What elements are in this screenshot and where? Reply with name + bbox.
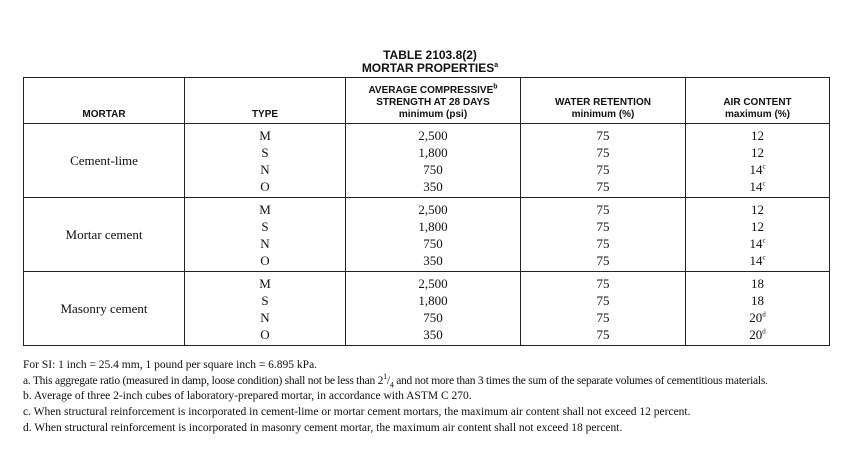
- compressive-strength-value: [346, 252, 520, 269]
- compressive-strength-text: 350: [423, 253, 443, 268]
- footnote-d: d. When structural reinforcement is incorporated in masonry cement mortar, the maximum air content shall not exceed 18 percent.: [23, 422, 623, 434]
- mortar-group-row: [24, 124, 830, 198]
- header-air: [686, 78, 830, 124]
- compressive-strength-value: [346, 235, 520, 252]
- air-content-value: [686, 292, 829, 309]
- compressive-strength-text: 350: [423, 179, 443, 194]
- mortar-type-text: M: [259, 128, 271, 143]
- air-content-text: 20: [749, 310, 763, 325]
- air-content-value: [686, 252, 829, 269]
- mortar-type-value: [185, 144, 345, 161]
- mortar-type-value: [185, 127, 345, 144]
- table-title-footnote-mark: a: [494, 62, 499, 69]
- compressive-strength-value: [346, 218, 520, 235]
- mortar-type-text: N: [260, 236, 270, 251]
- header-strength-line3: minimum (psi): [398, 109, 468, 120]
- air-content-text: 14: [749, 162, 763, 177]
- footnote-a-fraction-numerator: 1: [383, 372, 387, 382]
- water-retention-value: [521, 127, 685, 144]
- mortar-type-value: [185, 326, 345, 343]
- mortar-type-text: M: [259, 202, 271, 217]
- air-content-text: 12: [751, 128, 764, 143]
- air-content-footnote-mark: c: [762, 179, 766, 188]
- compressive-strength-text: 750: [423, 236, 443, 251]
- header-type: TYPE: [185, 78, 346, 124]
- air-content-footnote-mark: c: [762, 236, 766, 245]
- header-row: [24, 78, 830, 124]
- water-retention-text: 75: [596, 327, 610, 342]
- header-air-line1: AIR CONTENT: [723, 97, 792, 108]
- compressive-strength-text: 750: [423, 310, 443, 325]
- mortar-type-cell: [185, 124, 346, 198]
- footnote-a: a. This aggregate ratio (measured in damp, loose condition) shall not be less than $2^1/_4$ and not more than 3 times the sum of the separate volumes of cementitious materials.: [23, 372, 768, 390]
- air-content-value: [686, 326, 829, 343]
- mortar-type-value: [185, 275, 345, 292]
- compressive-strength-cell: [346, 198, 521, 272]
- mortar-type-text: S: [261, 219, 269, 234]
- header-strength-footnote-mark: b: [493, 83, 498, 91]
- footnote-b: b. Average of three 2-inch cubes of laboratory-prepared mortar, in accordance with ASTM C 270.: [23, 390, 472, 402]
- water-retention-value: [521, 235, 685, 252]
- compressive-strength-text: 1,800: [418, 219, 448, 234]
- mortar-group-row: [24, 198, 830, 272]
- air-content-value: [686, 161, 829, 178]
- water-retention-value: [521, 275, 685, 292]
- mortar-type-text: O: [260, 179, 270, 194]
- air-content-cell: [686, 198, 830, 272]
- water-retention-text: 75: [596, 253, 610, 268]
- compressive-strength-cell: [346, 124, 521, 198]
- compressive-strength-text: 2,500: [418, 276, 448, 291]
- air-content-cell: [686, 272, 830, 346]
- mortar-properties-table: [23, 77, 830, 346]
- air-content-text: 20: [749, 327, 763, 342]
- compressive-strength-value: [346, 201, 520, 218]
- header-strength: [346, 78, 521, 124]
- mortar-name: Cement-lime: [24, 124, 185, 198]
- mortar-type-value: [185, 218, 345, 235]
- mortar-type-text: N: [260, 310, 270, 325]
- water-retention-value: [521, 309, 685, 326]
- compressive-strength-value: [346, 144, 520, 161]
- water-retention-text: 75: [596, 145, 610, 160]
- compressive-strength-text: 2,500: [418, 128, 448, 143]
- air-content-text: 18: [751, 276, 764, 291]
- air-content-value: [686, 144, 829, 161]
- compressive-strength-value: [346, 326, 520, 343]
- compressive-strength-cell: [346, 272, 521, 346]
- air-content-value: [686, 201, 829, 218]
- mortar-type-text: O: [260, 253, 270, 268]
- air-content-footnote-mark: d: [762, 327, 766, 336]
- water-retention-text: 75: [596, 310, 610, 325]
- water-retention-value: [521, 218, 685, 235]
- mortar-type-cell: [185, 198, 346, 272]
- water-retention-value: [521, 326, 685, 343]
- air-content-cell: [686, 124, 830, 198]
- water-retention-text: 75: [596, 293, 610, 308]
- compressive-strength-text: 350: [423, 327, 443, 342]
- air-content-text: 12: [751, 219, 764, 234]
- air-content-text: 12: [751, 145, 764, 160]
- water-retention-text: 75: [596, 179, 610, 194]
- water-retention-cell: [521, 272, 686, 346]
- header-strength-line1: AVERAGE COMPRESSIVE: [368, 85, 494, 96]
- header-water-line2: minimum (%): [571, 109, 635, 120]
- mortar-type-cell: [185, 272, 346, 346]
- header-strength-line2: STRENGTH AT 28 DAYS: [376, 97, 490, 108]
- header-water: [521, 78, 686, 124]
- footnote-a-text-start: a. This aggregate ratio (measured in damp, loose condition) shall not be less than 2: [23, 375, 384, 387]
- footnote-c: c. When structural reinforcement is incorporated in cement-lime or mortar cement mortars, the maximum air content shall not exceed 12 percent.: [23, 406, 691, 418]
- water-retention-text: 75: [596, 276, 610, 291]
- mortar-type-value: [185, 201, 345, 218]
- air-content-value: [686, 309, 829, 326]
- mortar-type-value: [185, 292, 345, 309]
- mortar-type-value: [185, 309, 345, 326]
- air-content-value: [686, 235, 829, 252]
- air-content-footnote-mark: c: [762, 162, 766, 171]
- footnote-a-fraction-denominator: 4: [389, 380, 394, 390]
- water-retention-cell: [521, 124, 686, 198]
- air-content-value: [686, 218, 829, 235]
- water-retention-text: 75: [596, 162, 610, 177]
- water-retention-text: 75: [596, 236, 610, 251]
- water-retention-cell: [521, 198, 686, 272]
- header-air-line2: maximum (%): [724, 109, 790, 120]
- mortar-type-text: S: [261, 293, 269, 308]
- mortar-type-value: [185, 252, 345, 269]
- air-content-value: [686, 127, 829, 144]
- table-title-text: MORTAR PROPERTIES: [361, 61, 495, 75]
- mortar-type-value: [185, 235, 345, 252]
- table-number: TABLE 2103.8(2): [383, 48, 477, 62]
- compressive-strength-text: 750: [423, 162, 443, 177]
- water-retention-text: 75: [596, 202, 610, 217]
- mortar-type-value: [185, 178, 345, 195]
- compressive-strength-value: [346, 275, 520, 292]
- water-retention-value: [521, 201, 685, 218]
- water-retention-text: 75: [596, 128, 610, 143]
- compressive-strength-text: 1,800: [418, 145, 448, 160]
- air-content-text: 14: [749, 179, 763, 194]
- mortar-group-row: [24, 272, 830, 346]
- footnote-a-text-end: and not more than 3 times the sum of the separate volumes of cementitious materials.: [393, 375, 768, 387]
- compressive-strength-value: [346, 161, 520, 178]
- mortar-type-text: M: [259, 276, 271, 291]
- air-content-value: [686, 178, 829, 195]
- water-retention-text: 75: [596, 219, 610, 234]
- water-retention-value: [521, 178, 685, 195]
- air-content-value: [686, 275, 829, 292]
- header-mortar: MORTAR: [24, 78, 185, 124]
- mortar-name: Mortar cement: [24, 198, 185, 272]
- mortar-type-value: [185, 161, 345, 178]
- header-water-line1: WATER RETENTION: [555, 97, 651, 108]
- water-retention-value: [521, 292, 685, 309]
- water-retention-value: [521, 144, 685, 161]
- mortar-type-text: N: [260, 162, 270, 177]
- mortar-type-text: O: [260, 327, 270, 342]
- air-content-text: 12: [751, 202, 764, 217]
- water-retention-value: [521, 161, 685, 178]
- air-content-text: 14: [749, 236, 763, 251]
- table-title: [0, 61, 860, 75]
- water-retention-value: [521, 252, 685, 269]
- compressive-strength-value: [346, 309, 520, 326]
- mortar-type-text: S: [261, 145, 269, 160]
- compressive-strength-text: 1,800: [418, 293, 448, 308]
- mortar-name: Masonry cement: [24, 272, 185, 346]
- compressive-strength-value: [346, 178, 520, 195]
- air-content-text: 18: [751, 293, 764, 308]
- footnote-si: For SI: 1 inch = 25.4 mm, 1 pound per square inch = 6.895 kPa.: [23, 359, 318, 371]
- air-content-text: 14: [749, 253, 763, 268]
- compressive-strength-value: [346, 127, 520, 144]
- compressive-strength-text: 2,500: [418, 202, 448, 217]
- air-content-footnote-mark: d: [762, 310, 766, 319]
- compressive-strength-value: [346, 292, 520, 309]
- air-content-footnote-mark: c: [762, 253, 766, 262]
